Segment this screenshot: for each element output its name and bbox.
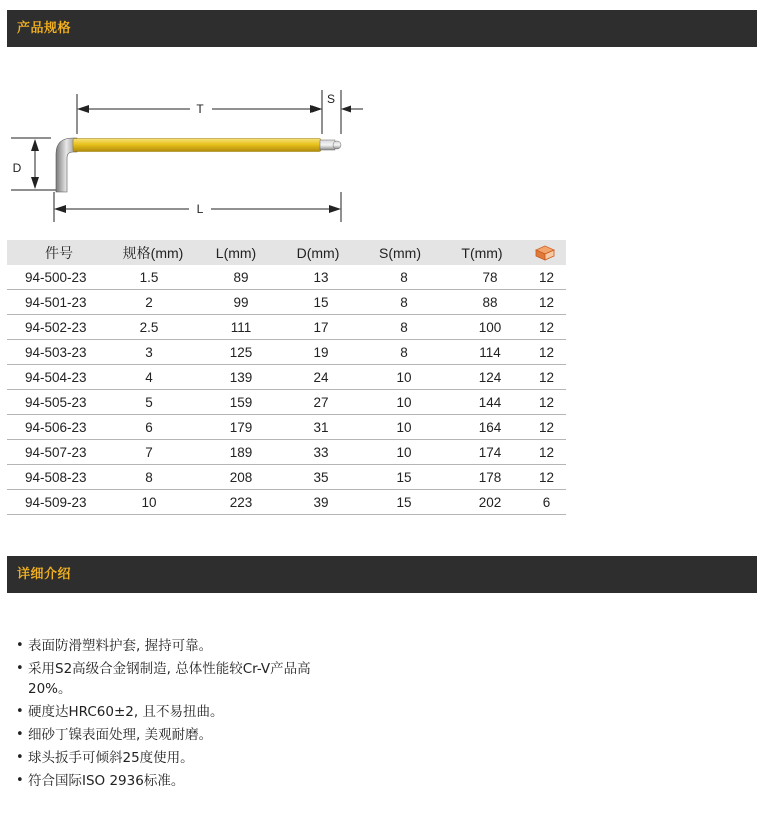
table-cell: 15 [359, 465, 441, 490]
table-cell: 12 [523, 465, 566, 490]
table-cell: 15 [277, 290, 359, 315]
table-cell: 94-502-23 [7, 315, 111, 340]
table-cell: 12 [523, 315, 566, 340]
table-cell: 7 [111, 440, 195, 465]
feature-item: • 球头扳手可倾斜25度使用。 [16, 748, 348, 768]
table-cell: 24 [277, 365, 359, 390]
table-cell: 3 [111, 340, 195, 365]
table-cell: 223 [195, 490, 277, 515]
table-cell: 89 [195, 265, 277, 290]
detail-section-header [7, 556, 757, 593]
table-cell: 8 [359, 265, 441, 290]
table-cell: 208 [195, 465, 277, 490]
table-row [7, 265, 566, 290]
table-cell: 88 [441, 290, 523, 315]
table-cell: 94-501-23 [7, 290, 111, 315]
table-cell: 12 [523, 265, 566, 290]
table-cell: 94-504-23 [7, 365, 111, 390]
t-label: T [196, 102, 204, 116]
table-cell: 12 [523, 290, 566, 315]
table-cell: 99 [195, 290, 277, 315]
table-cell: 31 [277, 415, 359, 440]
table-cell: 15 [359, 490, 441, 515]
table-row [7, 365, 566, 390]
table-cell: 189 [195, 440, 277, 465]
spec-section-header [7, 10, 757, 47]
table-cell: 33 [277, 440, 359, 465]
table-cell: 8 [359, 290, 441, 315]
table-cell: 19 [277, 340, 359, 365]
feature-item: • 硬度达HRC60±2, 且不易扭曲。 [16, 702, 348, 722]
spec-section-title: 产品规格 [17, 21, 72, 36]
table-cell: 94-508-23 [7, 465, 111, 490]
table-cell: 6 [523, 490, 566, 515]
table-cell: 10 [359, 415, 441, 440]
table-cell: 144 [441, 390, 523, 415]
table-cell: 178 [441, 465, 523, 490]
table-cell: 5 [111, 390, 195, 415]
feature-item: • 采用S2高级合金钢制造, 总体性能较Cr-V产品高20%。 [16, 659, 348, 699]
header-size: 规格(mm) [111, 240, 195, 265]
s-arrow-left [312, 106, 322, 113]
table-row [7, 415, 566, 440]
table-cell: 12 [523, 365, 566, 390]
t-arrow-left [77, 105, 89, 113]
table-cell: 111 [195, 315, 277, 340]
table-row [7, 490, 566, 515]
spec-table [7, 240, 566, 515]
table-cell: 35 [277, 465, 359, 490]
package-box-icon [535, 245, 555, 261]
header-s: S(mm) [359, 240, 441, 265]
table-cell: 94-507-23 [7, 440, 111, 465]
table-cell: 94-500-23 [7, 265, 111, 290]
table-cell: 17 [277, 315, 359, 340]
hex-key-handle [73, 139, 321, 152]
table-cell: 164 [441, 415, 523, 440]
table-row [7, 290, 566, 315]
s-arrow-right [341, 106, 351, 113]
table-cell: 202 [441, 490, 523, 515]
s-label: S [326, 92, 336, 106]
table-cell: 1.5 [111, 265, 195, 290]
header-l: L(mm) [195, 240, 277, 265]
table-cell: 100 [441, 315, 523, 340]
d-arrow-bottom [31, 177, 39, 189]
table-cell: 39 [277, 490, 359, 515]
d-label: D [12, 161, 22, 175]
table-cell: 179 [195, 415, 277, 440]
table-cell: 125 [195, 340, 277, 365]
feature-item: • 表面防滑塑料护套, 握持可靠。 [16, 636, 348, 656]
table-cell: 94-506-23 [7, 415, 111, 440]
table-cell: 10 [359, 440, 441, 465]
table-cell: 94-505-23 [7, 390, 111, 415]
table-cell: 12 [523, 415, 566, 440]
header-package [523, 240, 566, 265]
feature-item: • 细砂丁镍表面处理, 美观耐磨。 [16, 725, 348, 745]
table-cell: 8 [359, 340, 441, 365]
feature-item: • 符合国际ISO 2936标准。 [16, 771, 348, 791]
hex-key-diagram [7, 82, 367, 232]
table-cell: 12 [523, 440, 566, 465]
table-header-row [7, 240, 566, 265]
l-arrow-left [54, 205, 66, 213]
table-cell: 2 [111, 290, 195, 315]
ball-end [333, 141, 341, 149]
feature-list [16, 636, 348, 794]
table-row [7, 465, 566, 490]
table-cell: 94-503-23 [7, 340, 111, 365]
table-cell: 78 [441, 265, 523, 290]
table-cell: 10 [359, 365, 441, 390]
table-cell: 124 [441, 365, 523, 390]
l-arrow-right [329, 205, 341, 213]
table-cell: 139 [195, 365, 277, 390]
table-cell: 94-509-23 [7, 490, 111, 515]
table-cell: 12 [523, 390, 566, 415]
table-cell: 4 [111, 365, 195, 390]
table-cell: 13 [277, 265, 359, 290]
table-cell: 114 [441, 340, 523, 365]
table-row [7, 315, 566, 340]
table-cell: 174 [441, 440, 523, 465]
table-cell: 8 [111, 465, 195, 490]
d-arrow-top [31, 139, 39, 151]
table-cell: 8 [359, 315, 441, 340]
table-cell: 12 [523, 340, 566, 365]
table-cell: 10 [111, 490, 195, 515]
table-row [7, 340, 566, 365]
detail-section-title: 详细介绍 [17, 567, 72, 582]
table-row [7, 390, 566, 415]
table-cell: 6 [111, 415, 195, 440]
header-part-no: 件号 [7, 240, 111, 265]
table-cell: 10 [359, 390, 441, 415]
table-cell: 2.5 [111, 315, 195, 340]
header-d: D(mm) [277, 240, 359, 265]
table-row [7, 440, 566, 465]
table-cell: 159 [195, 390, 277, 415]
table-cell: 27 [277, 390, 359, 415]
header-t: T(mm) [441, 240, 523, 265]
l-label: L [196, 202, 204, 216]
